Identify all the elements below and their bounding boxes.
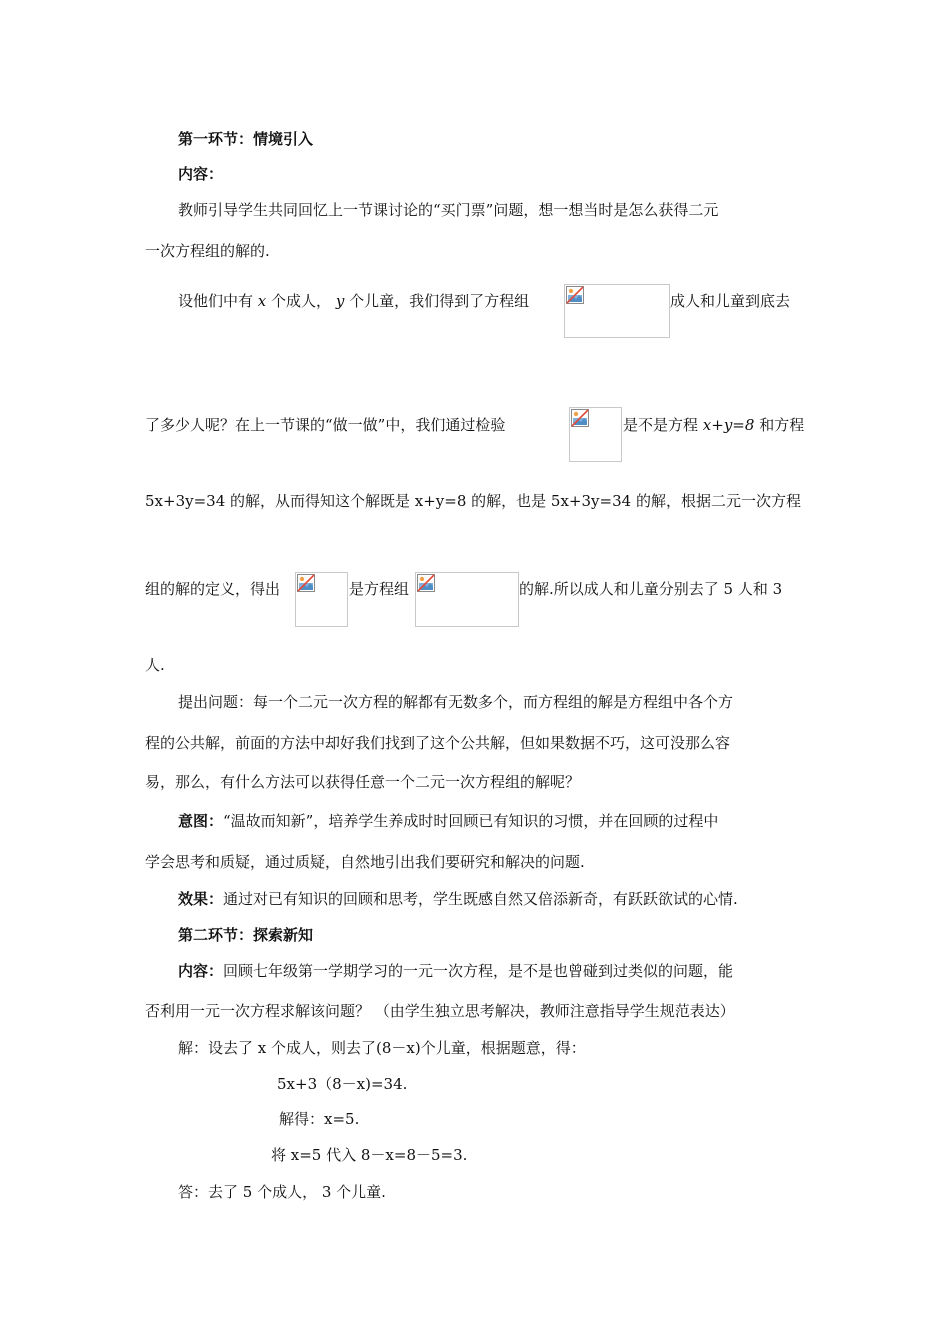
section-2-title: 第二环节：探索新知 — [178, 926, 314, 944]
effect-label: 效果： — [178, 890, 224, 908]
paragraph-line: 提出问题：每一个二元一次方程的解都有无数多个，而方程组的解是方程组中各个方 — [178, 693, 734, 711]
paragraph-line: 成人和儿童到底去 — [670, 292, 791, 310]
equation-system-image — [564, 284, 670, 338]
broken-image-icon — [571, 409, 589, 427]
answer-line: 答：去了 5 个成人， 3 个儿童. — [178, 1183, 386, 1201]
solution-image — [295, 572, 348, 627]
paragraph-line: 5x+3y=34 的解，从而得知这个解既是 x+y=8 的解，也是 5x+3y=34 的解，根据二元一次方程 — [145, 492, 801, 510]
content-label: 内容： — [178, 165, 224, 183]
solution-line: 解：设去了 x 个成人，则去了(8－x)个儿童，根据题意，得： — [178, 1039, 586, 1057]
content-line: 内容：回顾七年级第一学期学习的一元一次方程，是不是也曾碰到过类似的问题，能 — [178, 962, 734, 980]
content-label: 内容： — [178, 962, 224, 980]
paragraph-line: 教师引导学生共同回忆上一节课讨论的“买门票”问题，想一想当时是怎么获得二元 — [178, 201, 719, 219]
broken-image-icon — [297, 574, 315, 592]
paragraph-line: 的解.所以成人和儿童分别去了 5 人和 3 — [519, 580, 783, 598]
solution-image — [569, 407, 622, 462]
broken-image-icon — [417, 574, 435, 592]
equation-system-image — [415, 572, 519, 627]
paragraph-line: 否利用一元一次方程求解该问题？ （由学生独立思考解决，教师注意指导学生规范表达） — [145, 1002, 735, 1020]
solution-line: 5x+3（8－x)=34. — [277, 1075, 408, 1093]
paragraph-line: 设他们中有 x 个成人， y 个儿童，我们得到了方程组 — [178, 292, 530, 310]
intent-line: 意图：“温故而知新”，培养学生养成时时回顾已有知识的习惯，并在回顾的过程中 — [178, 812, 719, 830]
paragraph-line: 一次方程组的解的. — [145, 242, 270, 260]
solution-line: 解得：x=5. — [279, 1110, 360, 1128]
intent-label: 意图： — [178, 812, 224, 830]
paragraph-line: 程的公共解，前面的方法中却好我们找到了这个公共解，但如果数据不巧，这可没那么容 — [145, 734, 731, 752]
paragraph-line: 组的解的定义，得出 — [145, 580, 281, 598]
paragraph-line: 了多少人呢？在上一节课的“做一做”中，我们通过检验 — [145, 416, 506, 434]
paragraph-line: 易，那么，有什么方法可以获得任意一个二元一次方程组的解呢？ — [145, 773, 581, 791]
section-1-title: 第一环节：情境引入 — [178, 130, 314, 148]
broken-image-icon — [566, 286, 584, 304]
solution-line: 将 x=5 代入 8－x=8－5=3. — [271, 1146, 468, 1164]
effect-line: 效果：通过对已有知识的回顾和思考，学生既感自然又倍添新奇，有跃跃欲试的心情. — [178, 890, 738, 908]
paragraph-line: 是方程组 — [349, 580, 410, 598]
paragraph-line: 学会思考和质疑，通过质疑，自然地引出我们要研究和解决的问题. — [145, 853, 585, 871]
paragraph-line: 是不是方程 x+y=8 和方程 — [623, 416, 805, 434]
paragraph-line: 人. — [145, 656, 165, 674]
